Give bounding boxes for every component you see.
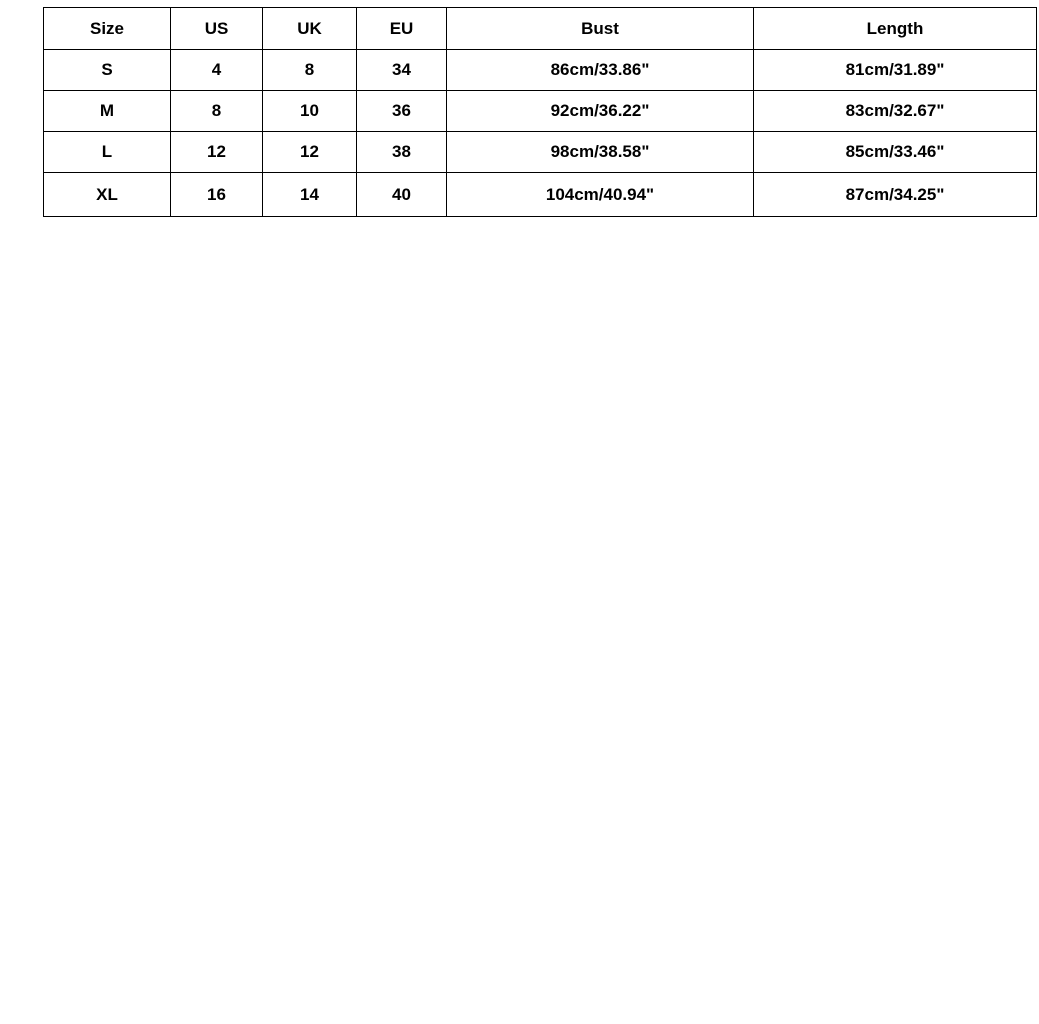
cell-uk: 12 bbox=[263, 132, 357, 173]
table-row bbox=[44, 173, 1037, 217]
size-chart-table bbox=[43, 7, 1037, 217]
cell-length: 81cm/31.89" bbox=[754, 50, 1037, 91]
cell-size: XL bbox=[44, 173, 171, 217]
cell-uk: 8 bbox=[263, 50, 357, 91]
header-row bbox=[44, 8, 1037, 50]
header-bust: Bust bbox=[447, 8, 754, 50]
cell-size: M bbox=[44, 91, 171, 132]
cell-bust: 104cm/40.94" bbox=[447, 173, 754, 217]
cell-length: 85cm/33.46" bbox=[754, 132, 1037, 173]
cell-eu: 40 bbox=[357, 173, 447, 217]
size-chart-header bbox=[44, 8, 1037, 50]
size-chart-body bbox=[44, 50, 1037, 217]
header-us: US bbox=[171, 8, 263, 50]
table-row bbox=[44, 50, 1037, 91]
cell-us: 16 bbox=[171, 173, 263, 217]
cell-length: 87cm/34.25" bbox=[754, 173, 1037, 217]
cell-size: L bbox=[44, 132, 171, 173]
cell-us: 8 bbox=[171, 91, 263, 132]
header-size: Size bbox=[44, 8, 171, 50]
table-row bbox=[44, 91, 1037, 132]
cell-size: S bbox=[44, 50, 171, 91]
header-uk: UK bbox=[263, 8, 357, 50]
header-eu: EU bbox=[357, 8, 447, 50]
cell-eu: 36 bbox=[357, 91, 447, 132]
cell-bust: 98cm/38.58" bbox=[447, 132, 754, 173]
cell-us: 4 bbox=[171, 50, 263, 91]
cell-eu: 38 bbox=[357, 132, 447, 173]
cell-bust: 92cm/36.22" bbox=[447, 91, 754, 132]
cell-uk: 14 bbox=[263, 173, 357, 217]
header-length: Length bbox=[754, 8, 1037, 50]
cell-eu: 34 bbox=[357, 50, 447, 91]
cell-length: 83cm/32.67" bbox=[754, 91, 1037, 132]
cell-uk: 10 bbox=[263, 91, 357, 132]
cell-bust: 86cm/33.86" bbox=[447, 50, 754, 91]
cell-us: 12 bbox=[171, 132, 263, 173]
table-row bbox=[44, 132, 1037, 173]
